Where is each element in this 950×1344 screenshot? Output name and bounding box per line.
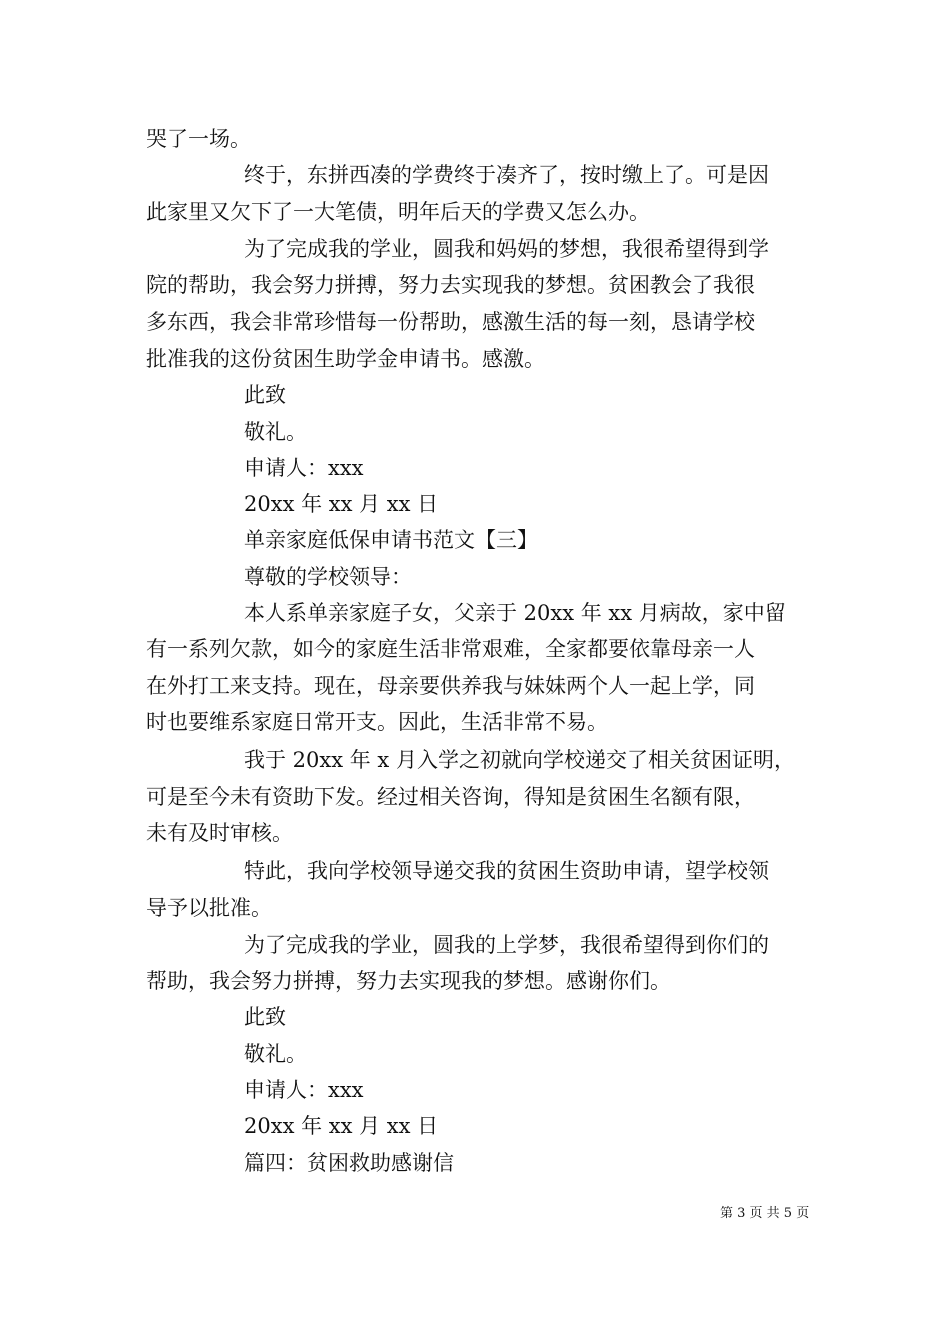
date-line: 20xx 年 xx 月 xx 日: [244, 1114, 439, 1138]
body-text-line: 在外打工来支持。现在，母亲要供养我与妹妹两个人一起上学，同: [146, 674, 755, 698]
body-text-line: 为了完成我的学业，圆我的上学梦，我很希望得到你们的: [244, 933, 769, 957]
body-text-line: 时也要维系家庭日常开支。因此，生活非常不易。: [146, 710, 608, 734]
body-text-line: 未有及时审核。: [146, 821, 293, 845]
section-title: 单亲家庭低保申请书范文【三】: [244, 528, 538, 552]
page-number: 第 3 页 共 5 页: [720, 1206, 810, 1221]
date-line: 20xx 年 xx 月 xx 日: [244, 492, 439, 516]
signature-line: 申请人：xxx: [244, 1078, 364, 1102]
body-text-line: 多东西，我会非常珍惜每一份帮助，感激生活的每一刻，恳请学校: [146, 310, 755, 334]
section-title: 篇四：贫困救助感谢信: [244, 1151, 454, 1175]
body-text-line: 本人系单亲家庭子女，父亲于 20xx 年 xx 月病故，家中留: [244, 601, 786, 625]
body-text-line: 哭了一场。: [146, 127, 251, 151]
closing-line: 敬礼。: [244, 420, 307, 444]
body-text-line: 我于 20xx 年 x 月入学之初就向学校递交了相关贫困证明，: [244, 748, 795, 772]
closing-line: 此致: [244, 383, 286, 407]
body-text-line: 有一系列欠款，如今的家庭生活非常艰难，全家都要依靠母亲一人: [146, 637, 755, 661]
body-text-line: 帮助，我会努力拼搏，努力去实现我的梦想。感谢你们。: [146, 969, 671, 993]
body-text-line: 为了完成我的学业，圆我和妈妈的梦想，我很希望得到学: [244, 237, 769, 261]
body-text-line: 院的帮助，我会努力拼搏，努力去实现我的梦想。贫困教会了我很: [146, 273, 755, 297]
closing-line: 敬礼。: [244, 1042, 307, 1066]
body-text-line: 导予以批准。: [146, 896, 272, 920]
body-text-line: 特此，我向学校领导递交我的贫困生资助申请，望学校领: [244, 859, 769, 883]
salutation-line: 尊敬的学校领导：: [244, 565, 412, 589]
body-text-line: 批准我的这份贫困生助学金申请书。感激。: [146, 347, 545, 371]
body-text-line: 可是至今未有资助下发。经过相关咨询，得知是贫困生名额有限，: [146, 785, 755, 809]
signature-line: 申请人：xxx: [244, 456, 364, 480]
closing-line: 此致: [244, 1005, 286, 1029]
body-text-line: 此家里又欠下了一大笔债，明年后天的学费又怎么办。: [146, 200, 650, 224]
body-text-line: 终于，东拼西凑的学费终于凑齐了，按时缴上了。可是因: [244, 163, 769, 187]
